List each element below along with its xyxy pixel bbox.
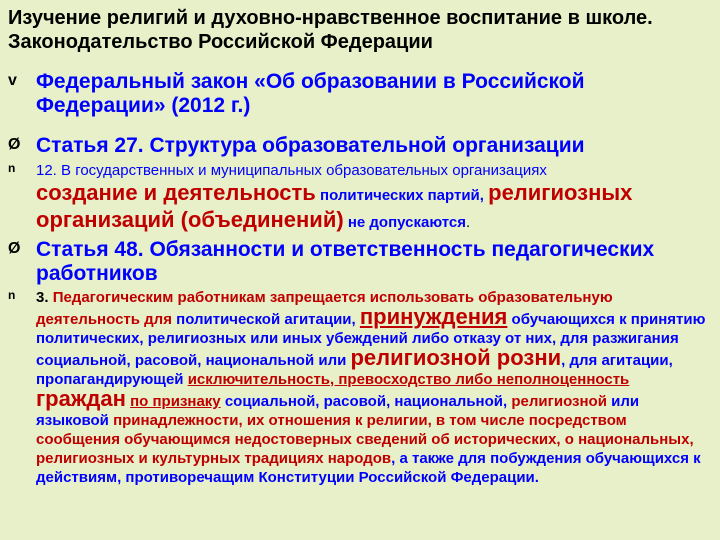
art48-religstrife: религиозной розни (350, 345, 562, 370)
art27-dot: . (466, 214, 471, 231)
law-title: Федеральный закон «Об образовании в Российской Федерации» (2012 г.) (36, 70, 585, 117)
art48-p3c: политической агитации, (176, 311, 356, 328)
slide-title: Изучение религий и духовно-нравственное воспитание в школе. Законодательство Российской Федерации (8, 7, 653, 53)
art48-bysign: по признаку (130, 393, 221, 410)
art27-heading: Статья 27. Структура образовательной организации (36, 134, 585, 157)
art48-p3d: обучающихся к принятию политических, религиозных или иных убеждений либо отказу от них, для разжигания социальной, расовой, национальной или (36, 311, 706, 369)
art48-coercion: принуждения (359, 304, 508, 329)
art27-p12-line1: 12. В государственных и муниципальных образовательных организациях (36, 162, 547, 179)
diamond-bullet-icon: v (8, 72, 17, 89)
art27-parties: политических партий, (320, 187, 484, 204)
art48-orlang: или языковой (36, 393, 640, 429)
art48-belonging: принадлежности, их отношения к религии, в том числе посредством сообщения обучающимся недостоверных сведений об исторических, о национальных, религиозных и культурных традициях народов (36, 412, 694, 467)
art48-religious: религиозной (511, 393, 607, 410)
art48-p3a: 3. (36, 289, 49, 306)
art48-social: социальной, расовой, национальной, (224, 393, 508, 410)
art27-notallowed: не допускаются (347, 214, 466, 231)
art27-orgs: организаций (объединений) (36, 207, 344, 232)
art48-p3b: Педагогическим работникам запрещается использовать образовательную деятельность для (36, 289, 613, 328)
art48-exclusive: исключительность, превосходство либо неполноценность (187, 371, 630, 388)
arrow-bullet-icon: Ø (8, 136, 21, 153)
art48-heading: Статья 48. Обязанности и ответственность педагогических работников (36, 238, 655, 285)
arrow-bullet-icon-2: Ø (8, 240, 21, 257)
art27-p12 (36, 161, 714, 235)
art48-p3 (36, 288, 714, 487)
art48-p3e: , для агитации, пропагандирующей (36, 352, 673, 388)
square-bullet-icon: n (8, 161, 16, 175)
art48-end: , а также для побуждения обучающихся к действиям, противоречащим Конституции Российской Федерации. (36, 450, 701, 486)
square-bullet-icon-2: n (8, 288, 16, 302)
art27-create: создание и деятельность (36, 180, 316, 205)
art27-relig: религиозных (488, 180, 633, 205)
art48-citizens: граждан (36, 386, 126, 411)
